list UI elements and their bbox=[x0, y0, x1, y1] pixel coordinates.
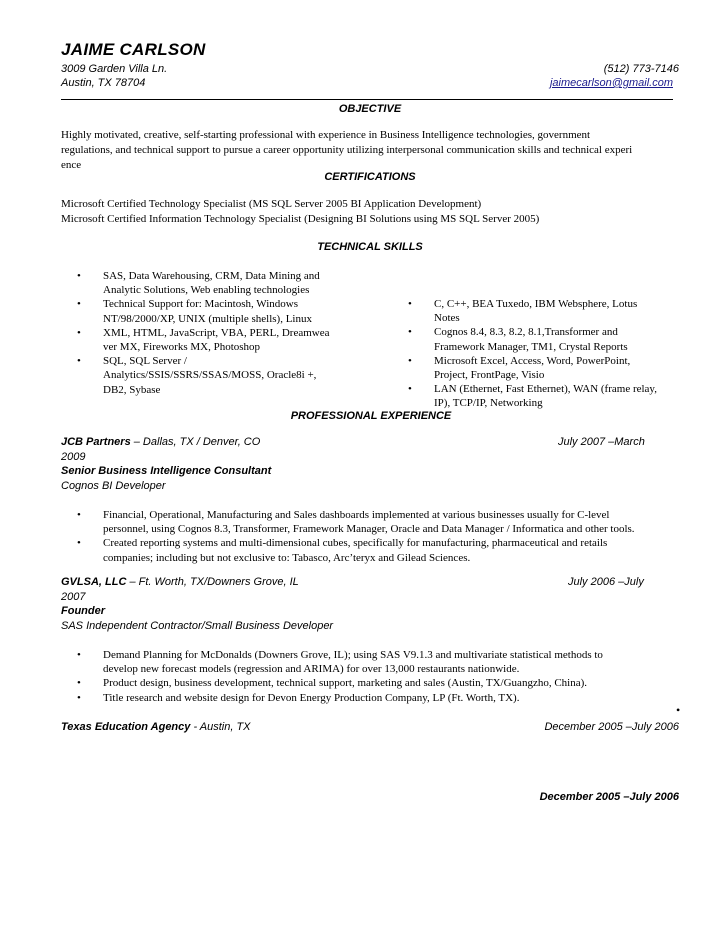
certification-item: Microsoft Certified Information Technology Specialist (Designing BI Solutions using MS SQL Server 2005) bbox=[61, 213, 540, 225]
address-line-2: Austin, TX 78704 bbox=[61, 77, 146, 89]
bullet-icon: • bbox=[77, 355, 81, 368]
stray-bullet-icon: • bbox=[676, 703, 681, 717]
skill-item: • SQL, SQL Server / Analytics/SSIS/SSRS/SSAS/MOSS, Oracle8i +, DB2, Sybase bbox=[77, 355, 317, 396]
trailing-dates: December 2005 –July 2006 bbox=[539, 791, 679, 803]
job-employer: JCB Partners – Dallas, TX / Denver, CO bbox=[61, 436, 261, 448]
objective-line-1: Highly motivated, creative, self-starting professional with experience in Business Intelligence technologies, government bbox=[61, 129, 591, 141]
job-dates: July 2007 –March bbox=[558, 436, 645, 448]
bullet-icon: • bbox=[77, 270, 81, 282]
bullet-icon: • bbox=[77, 509, 81, 521]
skill-item: • XML, HTML, JavaScript, VBA, PERL, Dreamwea ver MX, Fireworks MX, Photoshop bbox=[77, 326, 330, 354]
experience-heading: PROFESSIONAL EXPERIENCE bbox=[290, 410, 452, 422]
objective-line-2: regulations, and technical support to pursue a career opportunity utilizing interpersonal communication skills and technical experi bbox=[61, 144, 633, 156]
job-dates: July 2006 –July bbox=[568, 576, 644, 588]
job-title: Founder bbox=[61, 605, 105, 617]
certifications-heading: CERTIFICATIONS bbox=[324, 171, 416, 183]
job-subtitle: Cognos BI Developer bbox=[61, 480, 166, 492]
phone-number: (512) 773-7146 bbox=[603, 63, 679, 75]
job-responsibilities bbox=[61, 508, 701, 565]
job-subtitle: SAS Independent Contractor/Small Business Developer bbox=[61, 620, 334, 632]
address-line-1: 3009 Garden Villa Ln. bbox=[61, 63, 168, 75]
certification-item: Microsoft Certified Technology Specialist (MS SQL Server 2005 BI Application Development) bbox=[61, 198, 482, 210]
bullet-icon: • bbox=[77, 677, 81, 690]
header-divider bbox=[61, 99, 673, 100]
bullet-icon: • bbox=[77, 537, 81, 550]
bullet-icon: • bbox=[77, 649, 81, 661]
responsibility-item: • Product design, business development, technical support, marketing and sales (Austin, TX/Guangzho, China). bbox=[77, 677, 588, 690]
bullet-icon: • bbox=[408, 383, 412, 396]
objective-heading: OBJECTIVE bbox=[338, 103, 402, 115]
skill-item: • Technical Support for: Macintosh, Windows NT/98/2000/XP, UNIX (multiple shells), Linux bbox=[77, 298, 312, 325]
skill-item: • C, C++, BEA Tuxedo, IBM Websphere, Lotus Notes bbox=[408, 298, 638, 325]
skill-item: • Cognos 8.4, 8.3, 8.2, 8.1,Transformer and Framework Manager, TM1, Crystal Reports bbox=[408, 326, 628, 353]
skills-left-column bbox=[61, 269, 391, 397]
responsibility-item: • Created reporting systems and multi-dimensional cubes, specifically for manufacturing, pharmaceutical and retails companies; including but not exclusive to: Tabasco, Arc’teryx and Gilead Sciences. bbox=[77, 537, 608, 564]
bullet-icon: • bbox=[408, 326, 412, 339]
candidate-name: JAIME CARLSON bbox=[61, 40, 206, 59]
bullet-icon: • bbox=[77, 691, 81, 704]
job-dates-continued: 2007 bbox=[61, 591, 86, 603]
skill-item: • Microsoft Excel, Access, Word, PowerPoint, Project, FrontPage, Visio bbox=[408, 354, 631, 382]
objective-line-3: ence bbox=[61, 159, 82, 171]
skill-item: • LAN (Ethernet, Fast Ethernet), WAN (frame relay, IP), TCP/IP, Networking bbox=[408, 383, 657, 410]
skill-item: • SAS, Data Warehousing, CRM, Data Mining and Analytic Solutions, Web enabling technologies bbox=[77, 270, 320, 297]
bullet-icon: • bbox=[77, 326, 81, 339]
email-link[interactable]: jaimecarlson@gmail.com bbox=[549, 77, 673, 89]
bullet-icon: • bbox=[77, 298, 81, 311]
responsibility-item: • Title research and website design for Devon Energy Production Company, LP (Ft. Worth, TX). bbox=[77, 691, 520, 704]
responsibility-item: • Demand Planning for McDonalds (Downers Grove, IL); using SAS V9.1.3 and multivariate statistical methods to develop new forecast models (regression and ARIMA) for over 13,000 restaurants nationwide. bbox=[77, 649, 603, 676]
job-responsibilities bbox=[61, 648, 701, 705]
responsibility-item: • Financial, Operational, Manufacturing and Sales dashboards implemented at various businesses usually for C-level personnel, using Cognos 8.3, Transformer, Framework Manager, Oracle and Data Manager / Informatica and other tools. bbox=[77, 509, 635, 536]
bullet-icon: • bbox=[408, 354, 412, 367]
bullet-icon: • bbox=[408, 298, 412, 310]
job-dates: December 2005 –July 2006 bbox=[544, 721, 679, 733]
skills-right-column bbox=[392, 297, 692, 411]
job-employer: GVLSA, LLC – Ft. Worth, TX/Downers Grove, IL bbox=[61, 576, 299, 588]
technical-skills-heading: TECHNICAL SKILLS bbox=[317, 241, 423, 253]
job-title: Senior Business Intelligence Consultant bbox=[61, 465, 272, 477]
job-dates-continued: 2009 bbox=[61, 451, 86, 463]
job-employer: Texas Education Agency - Austin, TX bbox=[61, 721, 251, 733]
